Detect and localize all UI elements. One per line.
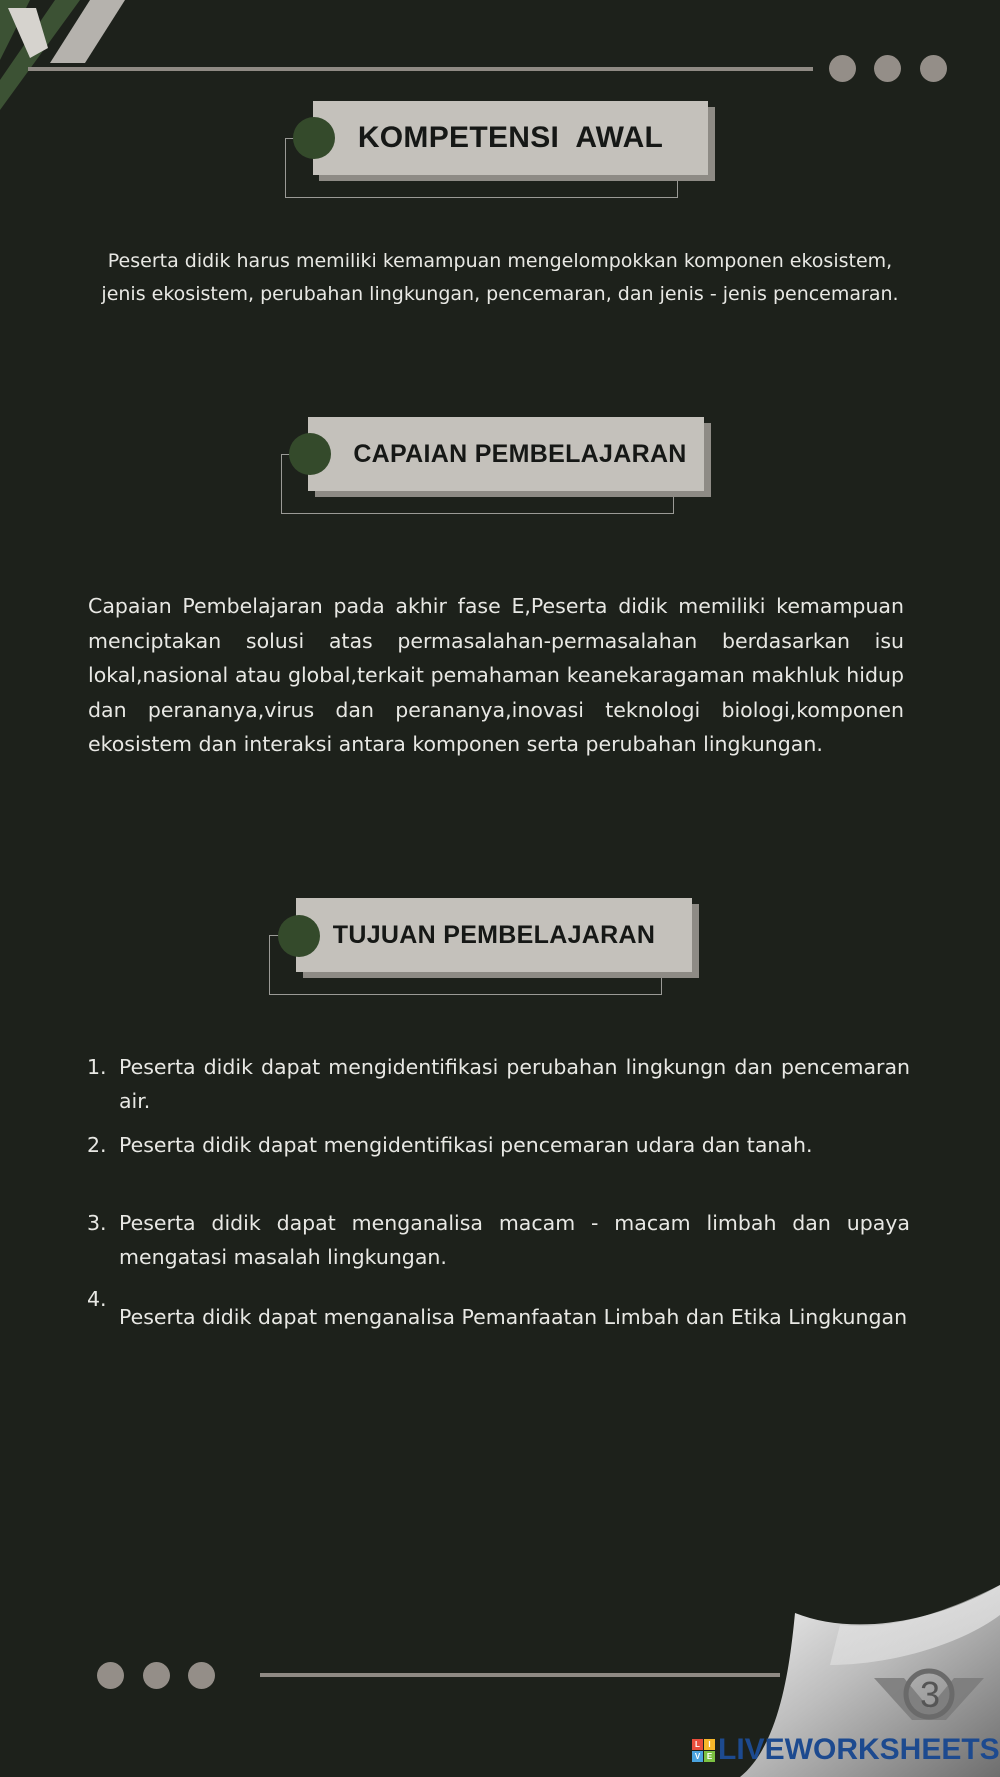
kompetensi-title: KOMPETENSI AWAL (357, 121, 664, 154)
tujuan-title: TUJUAN PEMBELAJARAN (332, 920, 656, 949)
capaian-header-circle (289, 433, 331, 475)
bottom-dot-2 (143, 1662, 170, 1689)
list-item (82, 1128, 910, 1162)
bottom-divider-line (260, 1673, 780, 1677)
top-dot-3 (920, 55, 947, 82)
grid-letter: V (692, 1751, 703, 1762)
bottom-dot-1 (97, 1662, 124, 1689)
grid-letter: E (704, 1751, 715, 1762)
grid-letter: L (692, 1739, 703, 1750)
page-number: 3 (919, 1674, 941, 1715)
tujuan-header (296, 898, 692, 972)
capaian-header (308, 417, 704, 491)
top-dot-1 (829, 55, 856, 82)
list-item-text: Peserta didik dapat menganalisa Pemanfaatan Limbah dan Etika Lingkungan (119, 1305, 908, 1329)
capaian-text: Capaian Pembelajaran pada akhir fase E,Peserta didik memiliki kemampuan menciptakan solusi atas permasalahan-permasalahan berdasarkan isu lokal,nasional atau global,terkait pemahaman keanekaragaman makhluk hidup dan perananya,virus dan perananya,inovasi teknologi biologi,komponen ekosistem dan interaksi antara komponen serta perubahan lingkungan. (88, 594, 904, 756)
list-item-text: Peserta didik dapat mengidentifikasi perubahan lingkungn dan pencemaran air. (119, 1055, 910, 1113)
liveworksheets-logo (692, 1733, 1000, 1767)
list-item (82, 1050, 910, 1118)
list-item-text: Peserta didik dapat menganalisa macam - macam limbah dan upaya mengatasi masalah lingkungan. (119, 1211, 910, 1269)
liveworksheets-brand: LIVEWORKSHEETS (718, 1733, 1000, 1766)
list-item-number: 3. (87, 1211, 107, 1235)
list-item-number: 2. (87, 1133, 107, 1157)
grid-letter: I (704, 1739, 715, 1750)
list-item (82, 1284, 910, 1334)
kompetensi-header-circle (293, 117, 335, 159)
bottom-dot-3 (188, 1662, 215, 1689)
list-item-number: 4. (87, 1287, 107, 1311)
liveworksheets-grid-icon (692, 1739, 715, 1762)
tujuan-list (82, 1050, 910, 1334)
corner-stripes-decoration (0, 0, 130, 130)
list-item-text: Peserta didik dapat mengidentifikasi pencemaran udara dan tanah. (119, 1133, 813, 1157)
top-dot-2 (874, 55, 901, 82)
list-item (82, 1206, 910, 1274)
tujuan-header-circle (278, 915, 320, 957)
capaian-title: CAPAIAN PEMBELAJARAN (353, 439, 687, 468)
kompetensi-header (313, 101, 708, 175)
list-item-number: 1. (87, 1055, 107, 1079)
top-divider-line (28, 67, 813, 71)
kompetensi-text: Peserta didik harus memiliki kemampuan mengelompokkan komponen ekosistem, jenis ekosistem, perubahan lingkungan, pencemaran, dan jenis - jenis pencemaran. (101, 250, 899, 305)
